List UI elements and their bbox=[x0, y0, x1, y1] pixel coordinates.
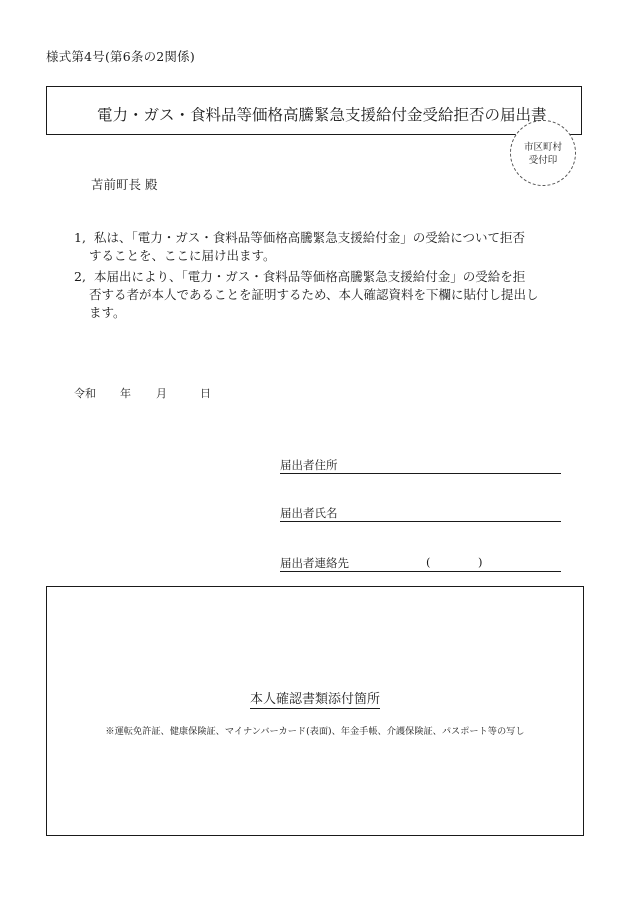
document-title: 電力・ガス・食料品等価格高騰緊急支援給付金受給拒否の届出書 bbox=[97, 106, 547, 124]
applicant-address-field[interactable] bbox=[280, 457, 561, 474]
applicant-name-label: 届出者氏名 bbox=[280, 506, 338, 520]
stamp-label-municipality: 市区町村 bbox=[523, 142, 562, 153]
clause-number: 1, bbox=[74, 230, 86, 245]
clause-text-line: 否する者が本人であることを証明するため、本人確認資料を下欄に貼付し提出し bbox=[89, 287, 539, 302]
clause-text-line: 本届出により、「電力・ガス・食料品等価格高騰緊急支援給付金」の受給を拒 bbox=[94, 269, 526, 284]
attachment-note: ※運転免許証、健康保険証、マイナンバーカード(表面)、年金手帳、介護保険証、パスポート等の写し bbox=[105, 726, 525, 737]
applicant-name-field[interactable] bbox=[280, 505, 561, 522]
clause-text-line: 私は、「電力・ガス・食料品等価格高騰緊急支援給付金」の受給について拒否 bbox=[94, 230, 526, 245]
id-document-attachment-area[interactable] bbox=[46, 586, 584, 836]
date-line bbox=[74, 385, 211, 401]
applicant-contact-label: 届出者連絡先 bbox=[280, 556, 349, 570]
stamp-label-receipt: 受付印 bbox=[528, 155, 558, 166]
applicant-address-label: 届出者住所 bbox=[280, 458, 338, 472]
date-day[interactable]: 日 bbox=[200, 387, 211, 400]
clause-number: 2, bbox=[74, 269, 86, 284]
form-number: 様式第4号(第6条の2関係) bbox=[46, 49, 195, 64]
contact-paren-close: ) bbox=[478, 555, 483, 569]
date-year[interactable]: 年 bbox=[120, 387, 131, 400]
applicant-contact-field[interactable] bbox=[280, 555, 561, 572]
contact-paren-open: ( bbox=[426, 555, 431, 569]
addressee: 苫前町長 殿 bbox=[91, 177, 158, 192]
clause-1 bbox=[74, 229, 586, 265]
clause-text-line: ます。 bbox=[89, 305, 126, 320]
clause-2 bbox=[74, 268, 586, 322]
title-box bbox=[46, 86, 582, 135]
reception-stamp-area bbox=[510, 120, 576, 186]
date-era: 令和 bbox=[74, 387, 96, 400]
attachment-title: 本人確認書類添付箇所 bbox=[249, 692, 380, 707]
clause-text-line: することを、ここに届け出ます。 bbox=[89, 248, 276, 263]
date-month[interactable]: 月 bbox=[156, 387, 167, 400]
